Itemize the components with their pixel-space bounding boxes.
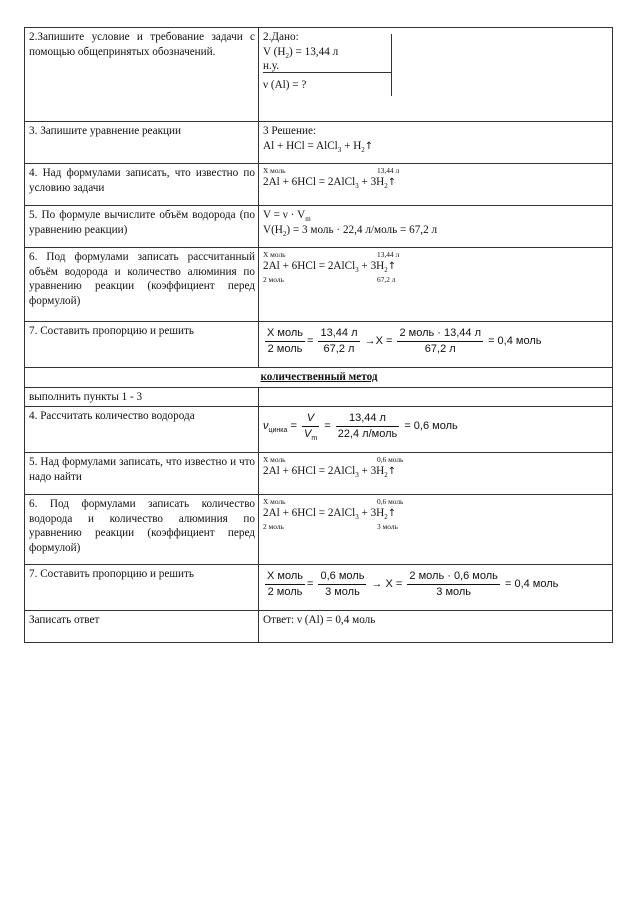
- annotation-top-left: X моль: [263, 497, 286, 506]
- table-row: [25, 368, 613, 388]
- fraction: $\frac{V}{V_m}$: [303, 411, 318, 442]
- instruction-cell: 3. Запишите уравнение реакции: [25, 122, 259, 164]
- annotation-bottom-left: 2 моль: [263, 521, 284, 531]
- fraction: $\frac{\text{X моль}}{\text{2 моль}}$: [267, 326, 303, 355]
- table-row: [25, 206, 613, 248]
- amount-result: = 0,6 моль: [404, 420, 458, 432]
- annotation-top-right: 13,44 л: [377, 166, 400, 175]
- volume-calculation: $V(H_2) = 3$ моль · 22,4 л/моль = 67,2 л: [263, 223, 438, 238]
- proportion-result: = 0,4 моль: [488, 335, 542, 347]
- instruction-cell: 7. Составить пропорцию и решить: [25, 322, 259, 368]
- annotation-top-left: X моль: [263, 166, 286, 175]
- proportion-cell: $\frac{\text{X моль}}{\text{2 моль}}$ = $\frac{13,44 л}{67,2 л}$ →X = $\frac{\text{2 моль · 13,44 л}}{67,2 л}$ = 0,4 моль: [259, 322, 613, 368]
- amount-symbol: $\nu_{цинка}$: [263, 420, 288, 435]
- given-title: 2.Дано:: [263, 31, 299, 43]
- proportion-cell: $\frac{\text{X моль}}{\text{2 моль}}$ = $\frac{\text{0,6 моль}}{\text{3 моль}}$ → X = $\frac{\text{2 моль · 0,6 моль}}{\text{3 моль}}$ = 0,4 моль: [259, 565, 613, 611]
- table-row: [25, 453, 613, 495]
- instruction-cell: 5. По формуле вычислите объём водорода (по уравнению реакции): [25, 206, 259, 248]
- fraction: $\frac{\text{0,6 моль}}{\text{3 моль}}$: [320, 569, 365, 598]
- annotation-top-left: X моль: [263, 455, 286, 464]
- reaction-equation: 2Al + 6HCl = 2AlCl$_3$ + $3H_2↑$: [263, 507, 397, 522]
- table-row: [25, 164, 613, 206]
- table-row: [25, 322, 613, 368]
- fraction: $\frac{13,44 л}{\text{22,4 л/моль}}$: [337, 411, 398, 440]
- fraction: $\frac{\text{2 моль · 13,44 л}}{67,2 л}$: [399, 326, 481, 355]
- reaction-cell: [259, 453, 613, 495]
- reaction-cell: [259, 495, 613, 565]
- fraction: $\frac{13,44 л}{67,2 л}$: [320, 326, 358, 355]
- given-divider-vertical: [391, 34, 392, 96]
- instruction-cell: 5. Над формулами записать, что известно и что надо найти: [25, 453, 259, 495]
- table-row: [25, 611, 613, 643]
- instruction-cell: 4. Над формулами записать, что известно по условию задачи: [25, 164, 259, 206]
- proportion-result: = 0,4 моль: [504, 578, 559, 590]
- annotation-top-right: 0,6 моль: [377, 497, 404, 506]
- method-heading: количественный метод: [25, 368, 613, 388]
- instruction-cell: 2.Запишите условие и требование задачи с помощью общепринятых обозначений.: [25, 28, 259, 122]
- table-row: [25, 387, 613, 407]
- table-row: [25, 28, 613, 122]
- annotation-bottom-left: 2 моль: [263, 274, 284, 284]
- solution-table: [24, 27, 613, 643]
- answer-cell: Ответ: ν (Al) = 0,4 моль: [259, 611, 613, 643]
- volume-formula: $V = \nu \cdot V_m$: [263, 209, 311, 224]
- reaction-equation: Al + HCl = AlCl$_3$ + $H_2↑$: [263, 139, 374, 154]
- instruction-cell: 6. Под формулами записать количество водорода и количество алюминия по уравнению реакции (коэффициент перед формулой): [25, 495, 259, 565]
- instruction-cell: 7. Составить пропорцию и решить: [25, 565, 259, 611]
- instruction-cell: 4. Рассчитать количество водорода: [25, 407, 259, 453]
- given-cell: [259, 28, 613, 122]
- reaction-cell: [259, 122, 613, 164]
- instruction-cell: Записать ответ: [25, 611, 259, 643]
- reaction-equation: 2Al + 6HCl = 2AlCl$_3$ + $3H_2↑$: [263, 260, 397, 275]
- reaction-cell: [259, 248, 613, 322]
- reaction-cell: [259, 164, 613, 206]
- annotation-bottom-right: 67,2 л: [377, 274, 396, 284]
- table-row: [25, 122, 613, 164]
- fraction: $\frac{\text{2 моль · 0,6 моль}}{\text{3 моль}}$: [409, 569, 498, 598]
- reaction-equation: 2Al + 6HCl = 2AlCl$_3$ + $3H_2↑$: [263, 176, 397, 191]
- given-conditions: н.у.: [263, 60, 280, 72]
- reaction-equation: 2Al + 6HCl = 2AlCl$_3$ + $3H_2↑$: [263, 465, 397, 480]
- fraction: $\frac{\text{X моль}}{\text{2 моль}}$: [267, 569, 303, 598]
- table-row: [25, 565, 613, 611]
- table-row: [25, 248, 613, 322]
- solution-title: 3 Решение:: [263, 125, 317, 137]
- instruction-cell: выполнить пункты 1 - 3: [25, 387, 259, 407]
- table-row: [25, 495, 613, 565]
- table-row: [25, 407, 613, 453]
- empty-cell: [259, 387, 613, 407]
- annotation-top-right: 0,6 моль: [377, 455, 404, 464]
- annotation-top-right: 13,44 л: [377, 250, 400, 259]
- given-volume: V $(H_2) = 13,44$ л: [263, 45, 339, 60]
- annotation-bottom-right: 3 моль: [377, 521, 398, 531]
- given-divider-horizontal: [263, 72, 392, 73]
- annotation-top-left: X моль: [263, 250, 286, 259]
- instruction-cell: 6. Под формулами записать рассчитанный объём водорода и количество алюминия по уравнению реакции (коэффициент перед формулой): [25, 248, 259, 322]
- formula-cell: [259, 206, 613, 248]
- find-value: ν (Al) = ?: [263, 79, 307, 91]
- amount-cell: $\nu_{цинка}$ = $\frac{V}{V_m}$ = $\frac{13,44 л}{\text{22,4 л/моль}}$ = 0,6 моль: [259, 407, 613, 453]
